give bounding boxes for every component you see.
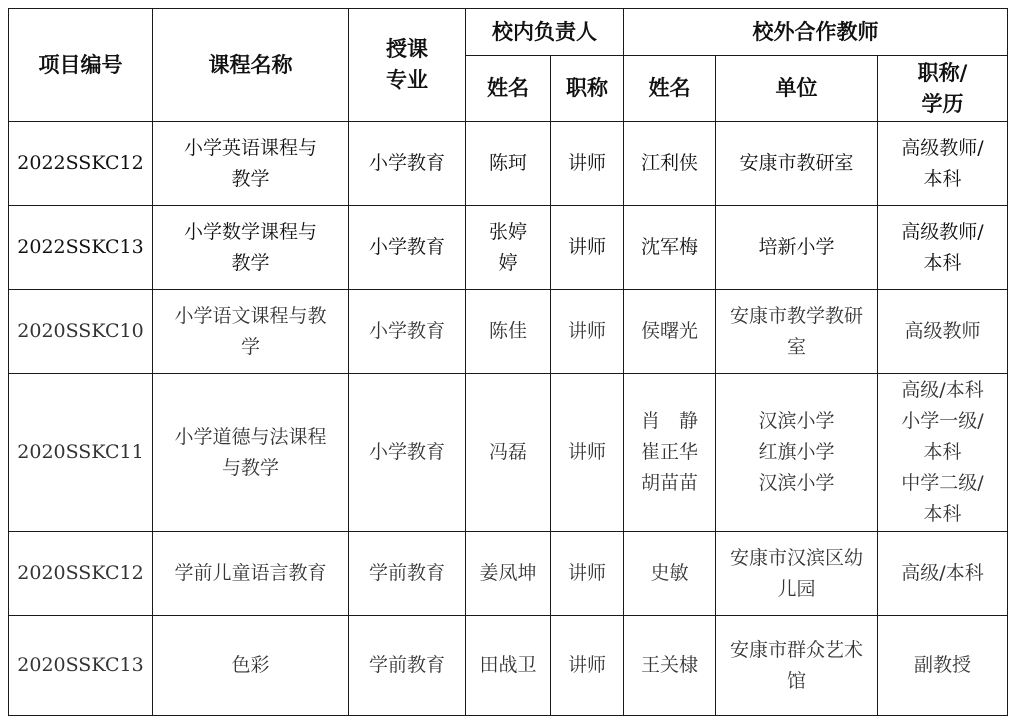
- cell-internal-name: 姜凤坤: [466, 532, 551, 616]
- cell-external-unit: 汉滨小学 红旗小学 汉滨小学: [716, 374, 878, 532]
- table-row: [9, 122, 1008, 206]
- cell-major: 小学教育: [349, 374, 466, 532]
- header-row-1: [9, 9, 1008, 56]
- table-row: [9, 616, 1008, 716]
- header-major: 授课 专业: [349, 9, 466, 122]
- cell-course-name: 学前儿童语言教育: [153, 532, 349, 616]
- header-internal-name: 姓名: [466, 56, 551, 122]
- cell-external-title: 高级教师/ 本科: [878, 122, 1008, 206]
- cell-project-id: 2020SSKC12: [9, 532, 153, 616]
- cell-external-unit: 安康市群众艺术 馆: [716, 616, 878, 716]
- header-project-id: 项目编号: [9, 9, 153, 122]
- cell-internal-title: 讲师: [551, 122, 624, 206]
- header-internal-group: 校内负责人: [466, 9, 624, 56]
- table-row: [9, 206, 1008, 290]
- cell-internal-name: 陈珂: [466, 122, 551, 206]
- cell-project-id: 2020SSKC13: [9, 616, 153, 716]
- header-external-title: 职称/ 学历: [878, 56, 1008, 122]
- cell-internal-name: 田战卫: [466, 616, 551, 716]
- cell-course-name: 小学道德与法课程 与教学: [153, 374, 349, 532]
- cell-project-id: 2022SSKC12: [9, 122, 153, 206]
- cell-internal-name: 张婷 婷: [466, 206, 551, 290]
- cell-project-id: 2020SSKC10: [9, 290, 153, 374]
- cell-internal-title: 讲师: [551, 206, 624, 290]
- cell-major: 小学教育: [349, 206, 466, 290]
- cell-external-name: 侯曙光: [624, 290, 716, 374]
- cell-internal-title: 讲师: [551, 290, 624, 374]
- cell-internal-name: 陈佳: [466, 290, 551, 374]
- cell-external-name: 江利侠: [624, 122, 716, 206]
- cell-course-name: 小学英语课程与 教学: [153, 122, 349, 206]
- cell-external-name: 王关棣: [624, 616, 716, 716]
- header-external-name: 姓名: [624, 56, 716, 122]
- cell-major: 学前教育: [349, 616, 466, 716]
- cell-course-name: 色彩: [153, 616, 349, 716]
- header-external-unit: 单位: [716, 56, 878, 122]
- cell-internal-name: 冯磊: [466, 374, 551, 532]
- cell-external-unit: 安康市教学教研 室: [716, 290, 878, 374]
- cell-major: 小学教育: [349, 290, 466, 374]
- cell-external-title: 高级/本科 小学一级/ 本科 中学二级/ 本科: [878, 374, 1008, 532]
- cell-external-unit: 安康市教研室: [716, 122, 878, 206]
- cell-internal-title: 讲师: [551, 374, 624, 532]
- cell-external-name: 史敏: [624, 532, 716, 616]
- cell-external-unit: 安康市汉滨区幼 儿园: [716, 532, 878, 616]
- cell-course-name: 小学语文课程与教 学: [153, 290, 349, 374]
- cell-major: 小学教育: [349, 122, 466, 206]
- cell-external-name: 沈军梅: [624, 206, 716, 290]
- header-internal-title: 职称: [551, 56, 624, 122]
- cell-external-title: 高级/本科: [878, 532, 1008, 616]
- cell-external-unit: 培新小学: [716, 206, 878, 290]
- cell-project-id: 2020SSKC11: [9, 374, 153, 532]
- header-course-name: 课程名称: [153, 9, 349, 122]
- cell-external-name: 肖 静 崔正华 胡苗苗: [624, 374, 716, 532]
- cell-internal-title: 讲师: [551, 532, 624, 616]
- cell-project-id: 2022SSKC13: [9, 206, 153, 290]
- cell-external-title: 高级教师/ 本科: [878, 206, 1008, 290]
- project-table: [8, 8, 1008, 716]
- table-row: [9, 374, 1008, 532]
- cell-internal-title: 讲师: [551, 616, 624, 716]
- cell-course-name: 小学数学课程与 教学: [153, 206, 349, 290]
- cell-major: 学前教育: [349, 532, 466, 616]
- table-row: [9, 532, 1008, 616]
- table-row: [9, 290, 1008, 374]
- header-external-group: 校外合作教师: [624, 9, 1008, 56]
- cell-external-title: 副教授: [878, 616, 1008, 716]
- cell-external-title: 高级教师: [878, 290, 1008, 374]
